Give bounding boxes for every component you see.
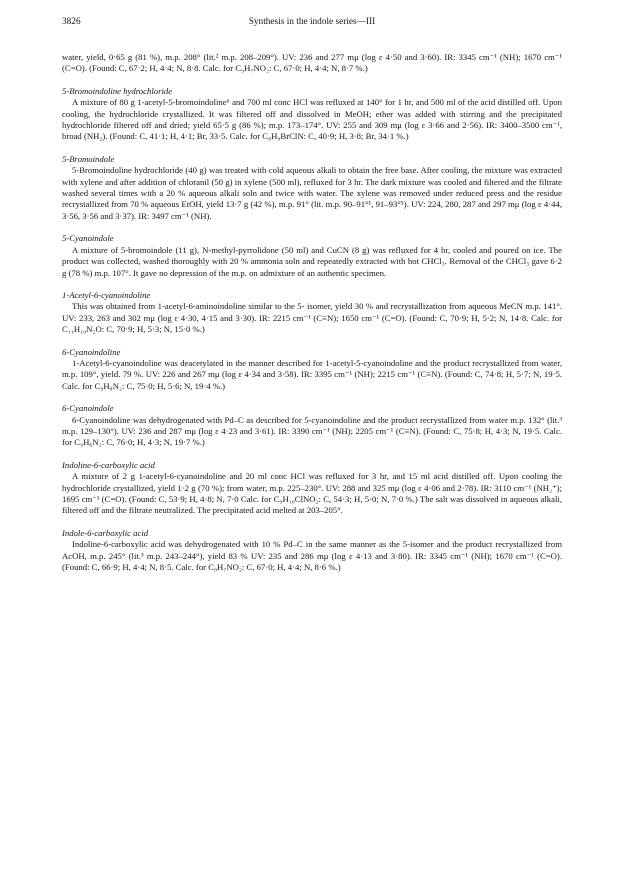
section-title: 1-Acetyl-6-cyanoindoline — [62, 289, 151, 300]
section-6-cyanoindoline — [62, 347, 562, 393]
page-number: 3826 — [62, 17, 81, 27]
section-title: 6-Cyanoindoline — [62, 346, 121, 357]
running-header — [62, 15, 562, 29]
section-paragraph: A mixture of 2 g 1-acetyl-6-cyanoindoline and 20 ml conc HCl was refluxed for 3 hr, and 15 ml acid distilled off. Upon cooling the hydrochloride crystallized, yield 1·2 g (70 %); from water, m.p. 225–230°. UV: 288 and 325 mμ (log ε 4·06 and 2·78). IR: 3110 cm⁻¹ (NH₂⁺); 1695 cm⁻¹ (C=O). (Found: C, 53·9; H, 4·8; N, 7·0 Calc. for C₉H₁₀ClNO₂: C, 54·3; H, 5·0; N, 7·0 %.) The salt was dissolved in aqueous alkali, filtered off and the filtrate neutralized. The precipitated acid melted at 203–205°. — [62, 471, 562, 516]
section-paragraph: 1-Acetyl-6-cyanoindoline was deacetylated in the manner described for 1-acetyl-5-cyanoindoline and the product recrystallized from water, m.p. 109°, yield. 79 %. UV: 226 and 267 mμ (log ε 4·34 and 3·58). IR: 3395 cm⁻¹ (NH); 2215 cm⁻¹ (C≡N). (Found: C, 74·8; H, 5·7; N, 19·5. Calc. for C₉H₈N₂: C, 75·0; H, 5·6; N, 19·4 %.) — [62, 357, 562, 391]
section-title: 5-Cyanoindole — [62, 233, 114, 244]
section-paragraph: This was obtained from 1-acetyl-6-aminoindoline similar to the 5- isomer, yield 30 % and recrystallization from aqueous MeCN m.p. 141°. UV: 233, 263 and 302 mμ (log ε 4·30, 4·15 and 3·30). IR: 2215 cm⁻¹ (C≡N); 1650 cm⁻¹ (C=O). (Found: C, 70·9; H, 5·2; N, 14·8. Calc. for C₁₁H₁₀N₂O: C, 70·9; H, 5·3; N, 15·0 %.) — [62, 301, 562, 335]
section-paragraph: A mixture of 80 g 1-acetyl-5-bromoindoline⁶ and 700 ml conc HCl was refluxed at 140° for 1 hr, and 500 ml of the acid distilled off. Upon cooling, the hydrochloride crystallized. It was filtered off and dissolved in MeOH; ether was added with stirring and the precipitated hydrochloride filtered off and dried; yield 65·5 g (86 %); m.p. 173–174°. UV: 255 and 309 mμ (log ε 3·66 and 2·56). IR: 3400–3500 cm⁻¹, broad (NH₂). (Found: C, 41·1; H, 4·1; Br, 33·5. Calc. for C₈H₉BrClN: C, 40·9; H, 3·8; Br, 34·1 %.) — [62, 97, 562, 142]
section-title: 6-Cyanoindole — [62, 403, 114, 414]
section-1-acetyl-6-cyanoindoline — [62, 290, 562, 336]
article-body — [62, 52, 562, 573]
section-title: Indole-6-carboxylic acid — [62, 527, 149, 538]
continued-paragraph: water, yield, 0·65 g (81 %), m.p. 208° (lit.² m.p. 208–209°). UV: 236 and 277 mμ (log ε 4·50 and 3·60). IR: 3345 cm⁻¹ (NH); 1670 cm⁻¹ (C=O). (Found: C, 67·2; H, 4·4; N, 8·8. Calc. for C₉H₇NO₂: C, 67·0; H, 4·4; N, 8·7 %.) — [62, 52, 562, 74]
section-5-bromoindole — [62, 154, 562, 222]
section-title: 5-Bromoindoline hydrochloride — [62, 85, 173, 96]
section-title: Indoline-6-carboxylic acid — [62, 459, 155, 470]
section-indoline-6-carboxylic-acid — [62, 460, 562, 517]
section-indole-6-carboxylic-acid — [62, 528, 562, 574]
section-paragraph: A mixture of 5-bromoindole (11 g), N-methyl-pyrrolidone (50 ml) and CuCN (8 g) was refluxed for 4 hr, cooled and poured on ice. The product was collected, washed thoroughly with 20 % ammonia soln and repeatedly extracted with hot CHCl₃. Removal of the CHCl₃ gave 6·2 g (78 %) m.p. 107°. It gave no depression of the m.p. on admixture of an authentic specimen. — [62, 244, 562, 278]
section-paragraph: Indoline-6-carboxylic acid was dehydrogenated with 10 % Pd–C in the same manner as the 5-isomer and the product recrystallized from AcOH, m.p. 245° (lit.³ m.p. 243–244°), yield 83 % UV: 235 and 286 mμ (log ε 4·13 and 3·80). IR: 3345 cm⁻¹ (NH); 1670 cm⁻¹ (C=O). (Found: C, 66·9; H, 4·4; N, 8·5. Calc. for C₉H₇NO₂: C, 67·0; H, 4·4; N, 8·6 %.) — [62, 539, 562, 573]
section-5-cyanoindole — [62, 233, 562, 279]
section-paragraph: 5-Bromoindoline hydrochloride (40 g) was treated with cold aqueous alkali to obtain the free base. After cooling, the mixture was extracted with xylene and after addition of chloranil (50 g) in xylene (500 ml), refluxed for 3 hr. The dark mixture was cooled and filtered and the filtrate washed several times with a 20 % aqueous alkali soln and twice with water. The xylene was removed under reduced press and the residue recrystallized from 70 % aqueous EtOH, yield 13·7 g (42 %), m.p. 91° (lit. m.p. 90–91°¹, 91–93°⁵). UV: 224, 280, 287 and 297 mμ (log ε 4·44, 3·56, 3·56 and 3·37). IR: 3497 cm⁻¹ (NH). — [62, 165, 562, 221]
running-title: Synthesis in the indole series—III — [248, 17, 376, 27]
section-6-cyanoindole — [62, 403, 562, 449]
section-5-bromoindoline-hydrochloride — [62, 86, 562, 143]
section-paragraph: 6-Cyanoindoline was dehydrogenated with Pd–C as described for 5-cyanoindoline and the product recrystallized from water m.p. 132° (lit.³ m.p. 129–130°). UV: 236 and 287 mμ (log ε 4·23 and 3·61). IR: 3390 cm⁻¹ (NH); 2205 cm⁻¹ (C≡N). (Found: C, 75·8; H, 4·3; N, 19·5. Calc. for C₉H₆N₂: C, 76·0; H, 4·3; N, 19·7 %.) — [62, 414, 562, 448]
section-title: 5-Bromoindole — [62, 153, 115, 164]
